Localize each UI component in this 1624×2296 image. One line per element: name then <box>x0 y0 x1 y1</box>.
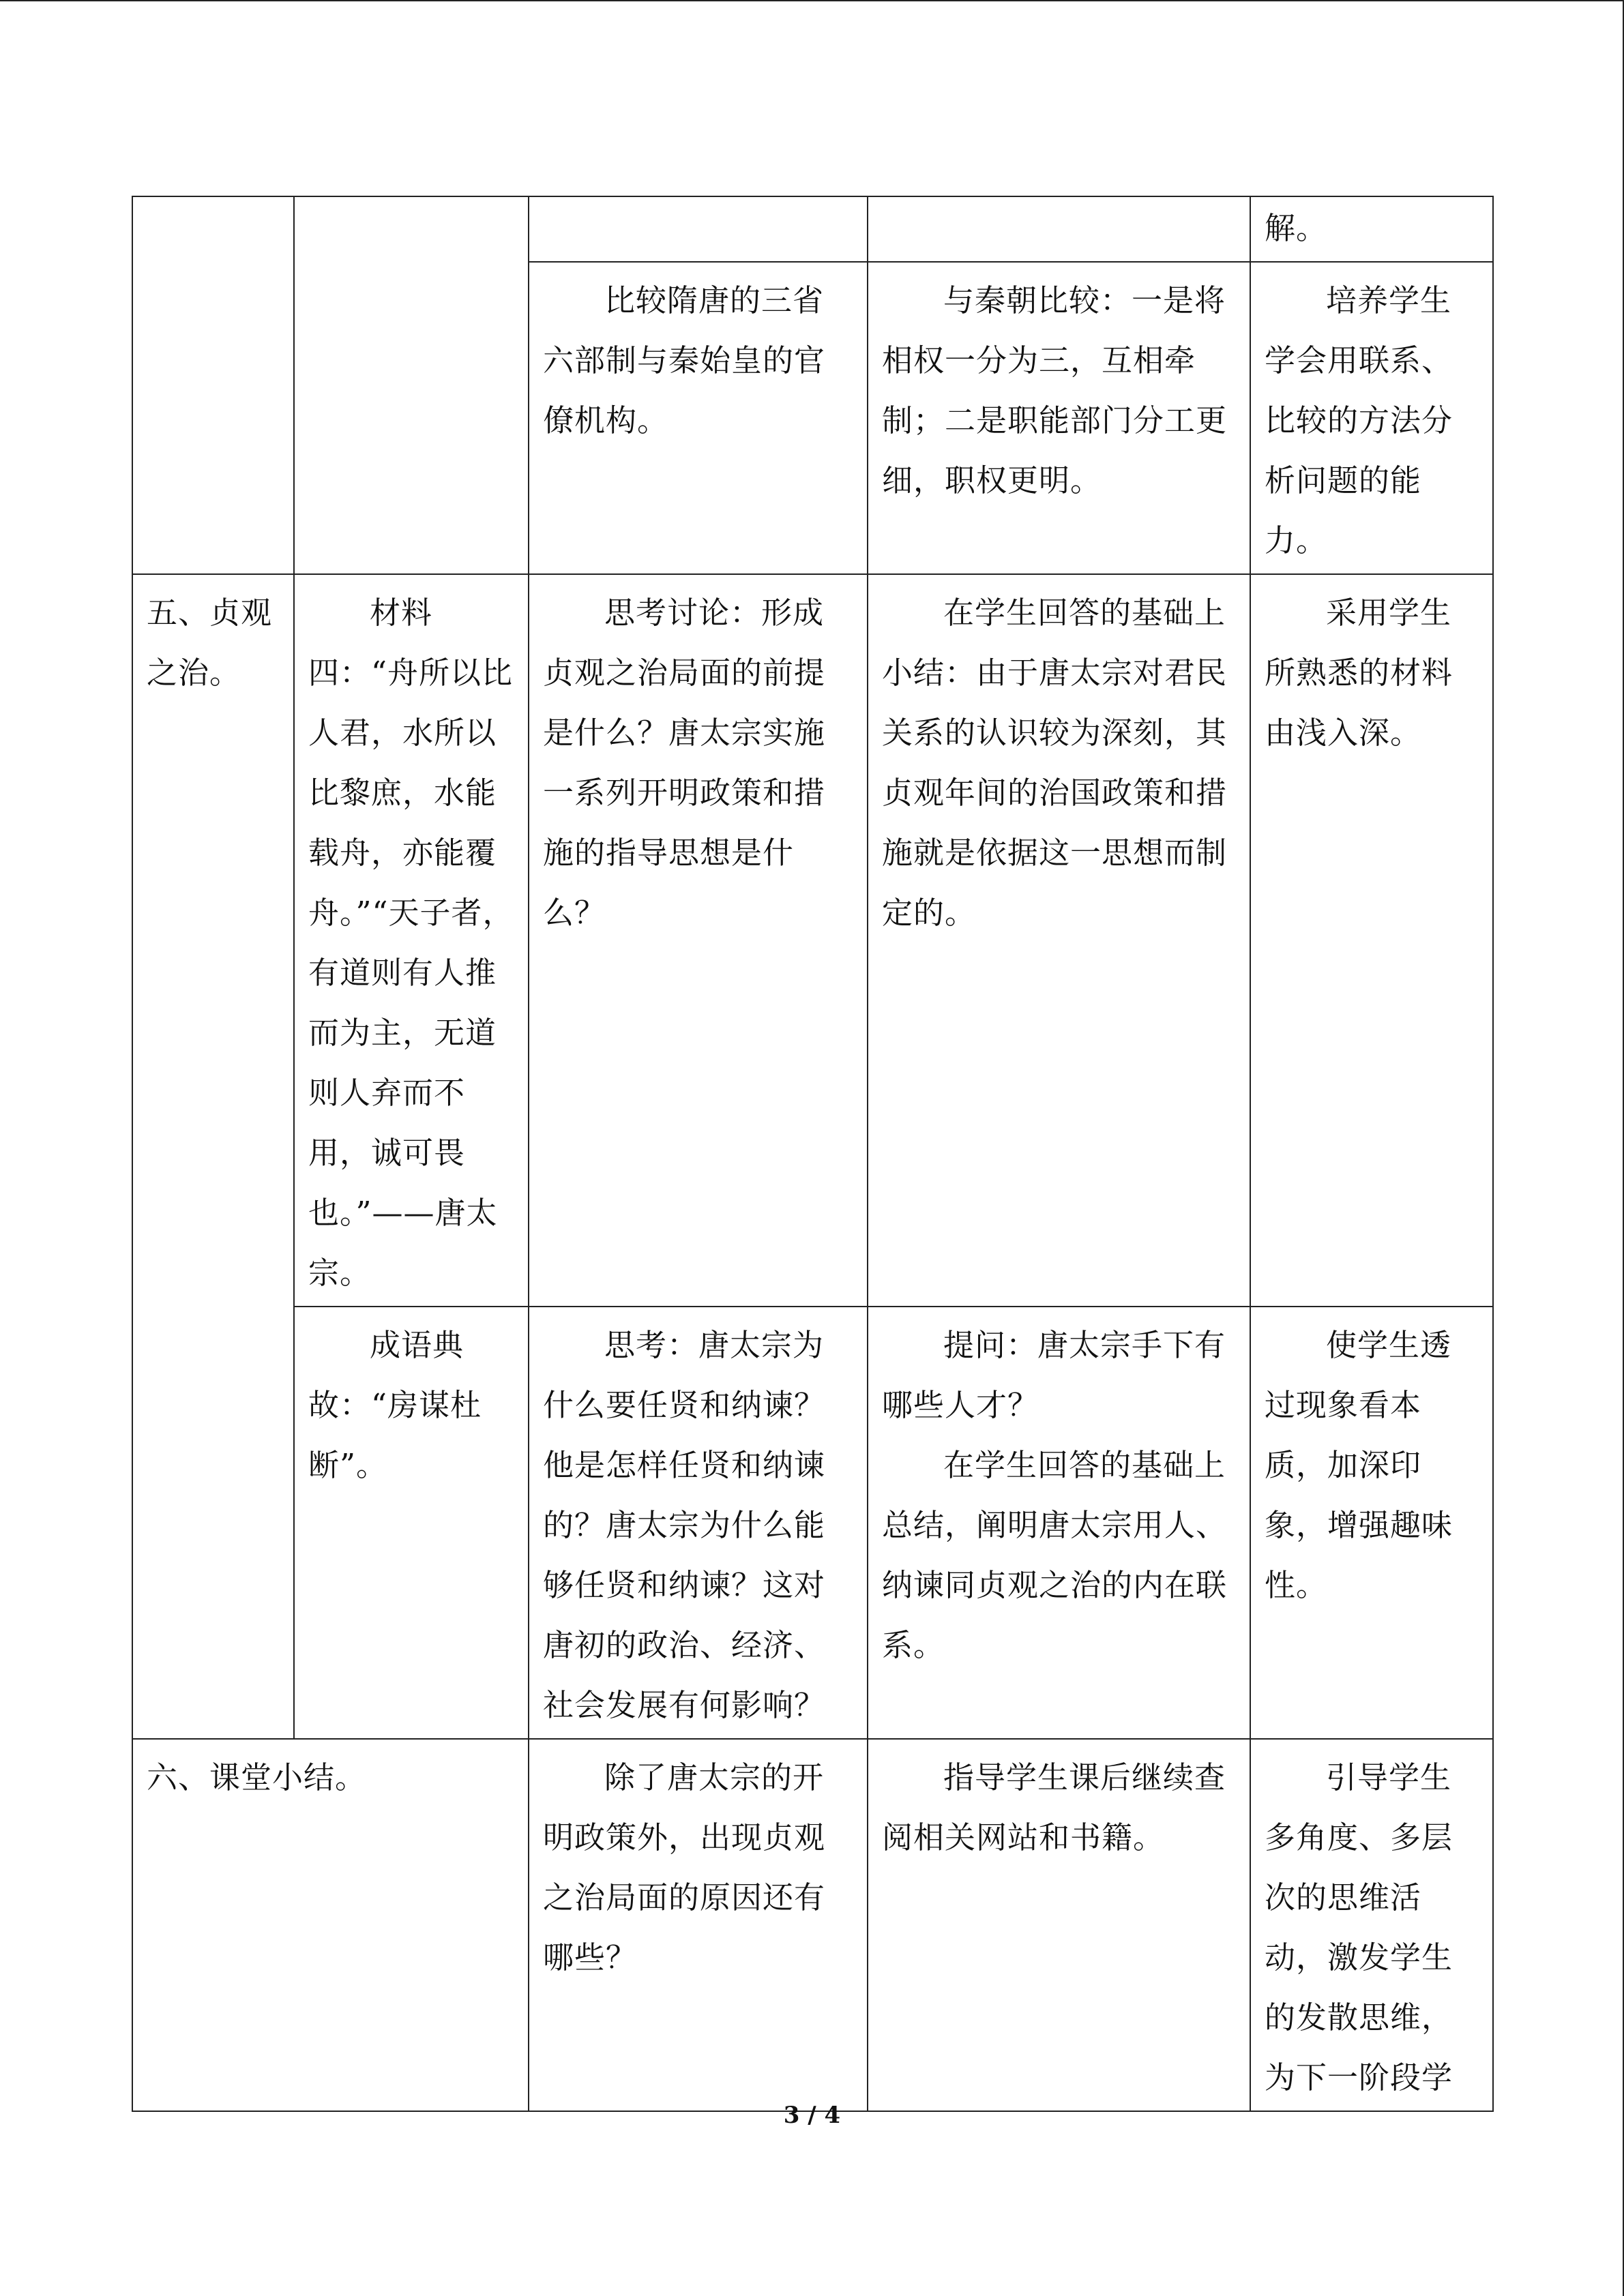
student-cell-compare <box>529 262 868 574</box>
section-cell-continued <box>132 196 294 574</box>
table-row-zhenguan <box>132 574 1493 1307</box>
student-cell-continued <box>529 196 868 262</box>
intent-cell-zhenguan <box>1250 574 1493 1307</box>
intent-cell-summary <box>1250 1739 1493 2111</box>
intent-text-zhenguan: 采用学生所熟悉的材料由浅入深。 <box>1265 595 1453 751</box>
intent-cell-compare <box>1250 262 1493 574</box>
student-text-summary: 除了唐太宗的开明政策外，出现贞观之治局面的原因还有哪些？ <box>543 1759 826 1976</box>
student-cell-summary <box>529 1739 868 2111</box>
student-text-compare: 比较隋唐的三省六部制与秦始皇的官僚机构。 <box>543 282 826 438</box>
activity-text-zhenguan: 在学生回答的基础上小结：由于唐太宗对君民关系的认识较为深刻，其贞观年间的治国政策和措施就是依据这一思想而制定的。 <box>882 595 1228 931</box>
activity-cell-zhenguan <box>868 574 1250 1307</box>
intent-text-continued: 解。 <box>1265 210 1328 246</box>
student-text-zhenguan: 思考讨论：形成贞观之治局面的前提是什么？唐太宗实施一系列开明政策和措施的指导思想是什么？ <box>543 595 826 931</box>
student-cell-zhenguan <box>529 574 868 1307</box>
section-cell-summary <box>132 1739 529 2111</box>
page-number: 3 / 4 <box>783 2102 841 2129</box>
material-text-zhenguan: 材料四：“舟所以比人君，水所以比黎庶，水能载舟，亦能覆舟。”“天子者，有道则有人推而为主，无道则人弃而不用，诚可畏也。”——唐太宗。 <box>308 595 514 1291</box>
section-title-summary: 六、课堂小结。 <box>147 1759 367 1795</box>
activity-cell-idiom <box>868 1307 1250 1739</box>
activity-text-idiom-question: 提问：唐太宗手下有哪些人才？ <box>882 1327 1226 1423</box>
activity-cell-summary <box>868 1739 1250 2111</box>
intent-text-idiom: 使学生透过现象看本质，加深印象，增强趣味性。 <box>1265 1327 1453 1603</box>
page-border-top <box>0 0 1624 1</box>
table-row-continued <box>132 196 1493 262</box>
activity-text-compare: 与秦朝比较：一是将相权一分为三，互相牵制；二是职能部门分工更细，职权更明。 <box>882 282 1228 498</box>
table-row-summary <box>132 1739 1493 2111</box>
section-cell-zhenguan <box>132 574 294 1739</box>
student-cell-idiom <box>529 1307 868 1739</box>
lesson-plan-table <box>132 196 1494 2112</box>
intent-text-summary: 引导学生多角度、多层次的思维活动，激发学生的发散思维，为下一阶段学 <box>1265 1759 1453 2096</box>
material-cell-idiom <box>294 1307 529 1739</box>
intent-cell-continued <box>1250 196 1493 262</box>
material-cell-zhenguan <box>294 574 529 1307</box>
activity-text-summary: 指导学生课后继续查阅相关网站和书籍。 <box>882 1759 1226 1855</box>
material-cell-continued <box>294 196 529 574</box>
activity-cell-continued <box>868 196 1250 262</box>
intent-cell-idiom <box>1250 1307 1493 1739</box>
table-row-idiom <box>132 1307 1493 1739</box>
material-text-idiom: 成语典故：“房谋杜断”。 <box>308 1327 482 1483</box>
activity-cell-compare <box>868 262 1250 574</box>
intent-text-compare: 培养学生学会用联系、比较的方法分析问题的能力。 <box>1265 282 1453 558</box>
section-title-zhenguan: 五、贞观之治。 <box>147 595 273 691</box>
activity-text-idiom-summary: 在学生回答的基础上总结，阐明唐太宗用人、纳谏同贞观之治的内在联系。 <box>882 1447 1228 1663</box>
student-text-idiom: 思考：唐太宗为什么要任贤和纳谏？他是怎样任贤和纳谏的？唐太宗为什么能够任贤和纳谏？这对唐初的政治、经济、社会发展有何影响？ <box>543 1327 826 1723</box>
